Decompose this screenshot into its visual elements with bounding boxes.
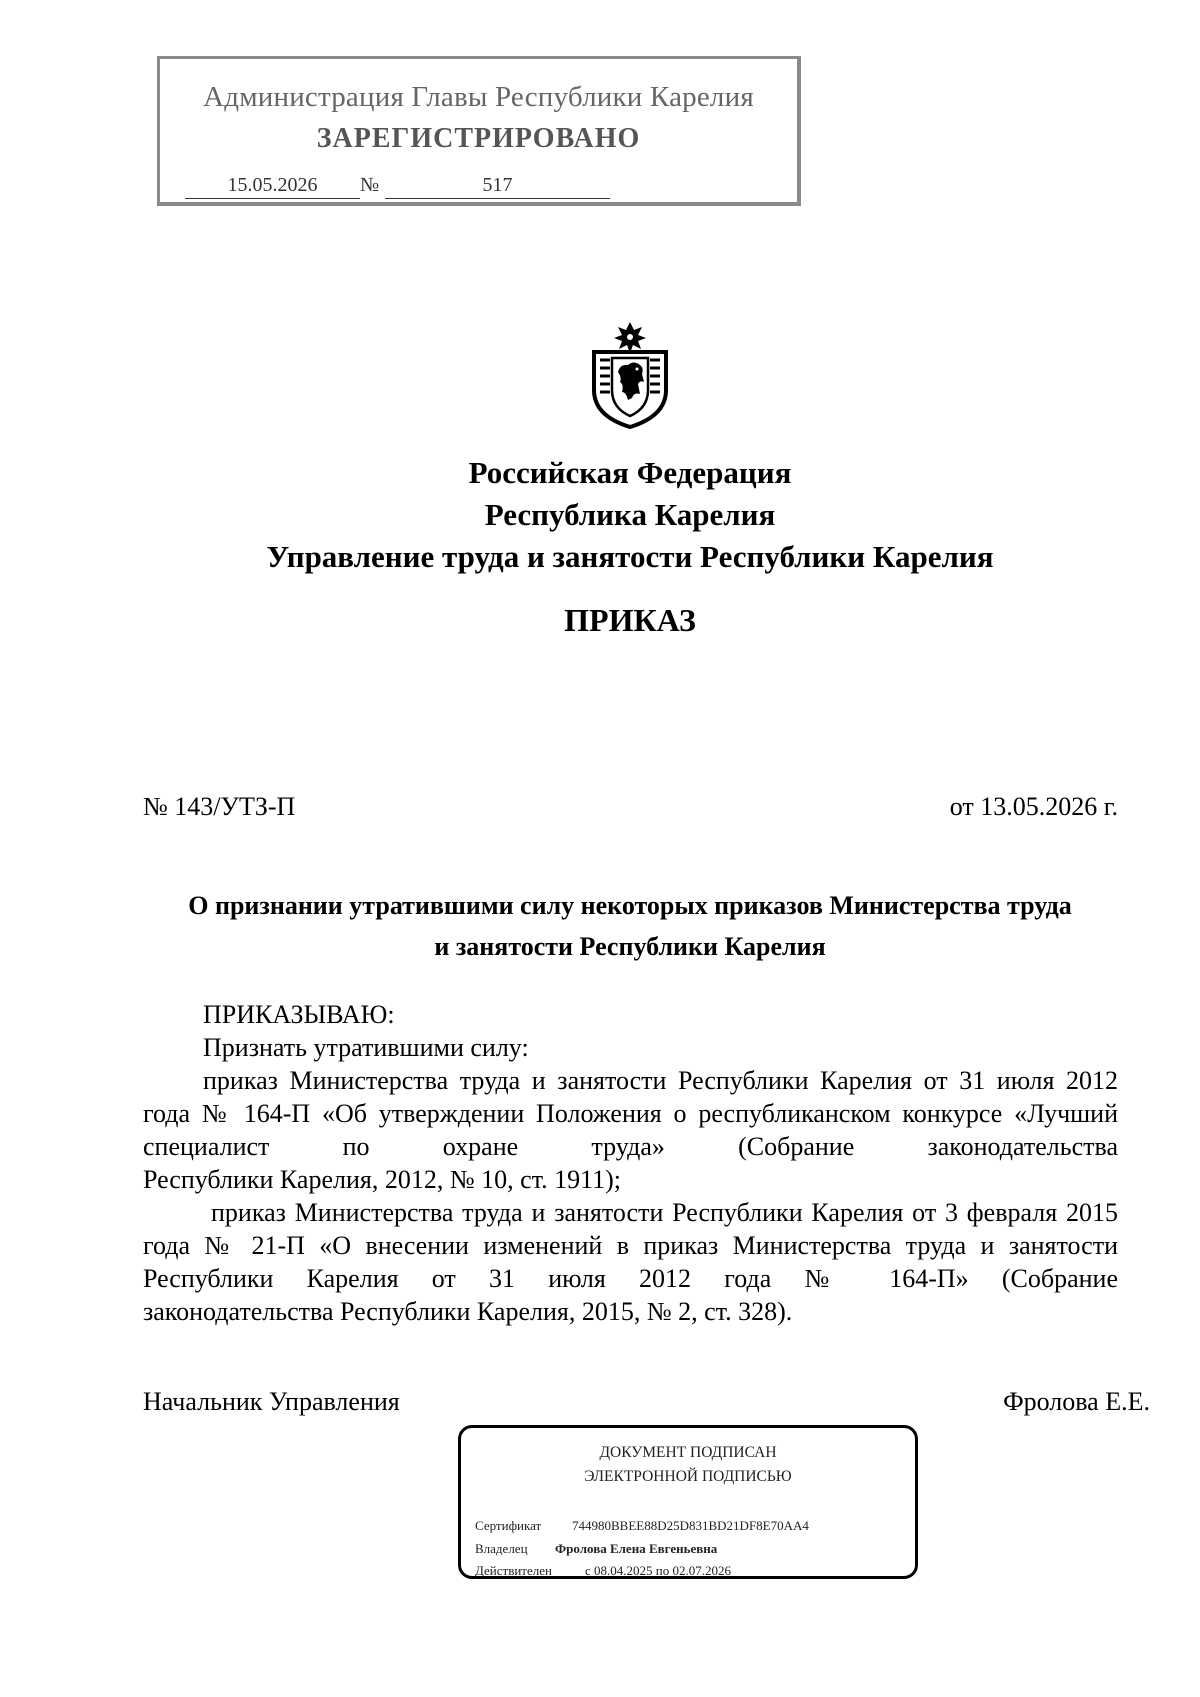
esign-certificate [475,1518,809,1534]
karelia-coat-of-arms-icon [584,320,676,430]
esign-validity-label: Действителен [475,1563,552,1578]
esign-owner-label: Владелец [475,1541,528,1556]
esign-title-2: ЭЛЕКТРОННОЙ ПОДПИСЬЮ [584,1468,792,1485]
stamp-number-label: № [360,174,380,196]
esign-validity [475,1563,731,1579]
order-word: ПРИКАЗЫВАЮ: [203,1000,395,1029]
subject-line-2: и занятости Республики Карелия [434,932,826,961]
signer-name: Фролова Е.Е. [1003,1387,1150,1416]
stamp-status: ЗАРЕГИСТРИРОВАНО [316,123,641,154]
document-type: ПРИКАЗ [564,602,696,638]
stamp-number: 517 [385,172,610,199]
signer-position: Начальник Управления [143,1387,400,1416]
esign-certificate-label: Сертификат [475,1518,542,1533]
esign-owner [475,1541,717,1557]
order-subject [140,885,1120,967]
esign-title-1: ДОКУМЕНТ ПОДПИСАН [599,1444,777,1461]
order-item-2: приказ Министерства труда и занятости Республики Карелия от 3 февраля 2015 года № 21-П «О внесении изменений в приказ Министерства труда и занятости Республики Карелия от 31 июля 2012 года № 164-П» (Собрание [143,1198,1118,1293]
order-item-2-end: законодательства Республики Карелия, 2015, № 2, ст. 328). [143,1297,793,1326]
header-country: Российская Федерация [468,455,792,490]
order-body [143,998,1118,1328]
order-date: от 13.05.2026 г. [949,792,1118,821]
stamp-authority: Администрация Главы Республики Карелия [203,81,754,113]
stamp-date: 15.05.2026 [185,172,360,199]
registration-stamp [157,56,801,206]
order-number: № 143/УТЗ-П [143,792,296,821]
esign-owner-value: Фролова Елена Евгеньевна [555,1541,718,1556]
order-item-1-end: Республики Карелия, 2012, № 10, ст. 1911); [143,1165,622,1194]
electronic-signature-stamp [458,1425,918,1579]
esign-validity-value: с 08.04.2025 по 02.07.2026 [585,1563,731,1578]
order-intro: Признать утратившими силу: [203,1033,529,1062]
header-agency: Управление труда и занятости Республики Карелия [266,539,994,574]
subject-line-1: О признании утратившими силу некоторых приказов Министерства труда [188,891,1072,920]
order-item-1: приказ Министерства труда и занятости Республики Карелия от 31 июля 2012 года № 164-П «Об утверждении Положения о республиканском конкурсе «Лучший специалист по охране труда» (Собрание законодательства [143,1066,1118,1161]
header-region: Республика Карелия [484,497,776,532]
esign-certificate-value: 744980BBEE88D25D831BD21DF8E70AA4 [572,1518,809,1533]
